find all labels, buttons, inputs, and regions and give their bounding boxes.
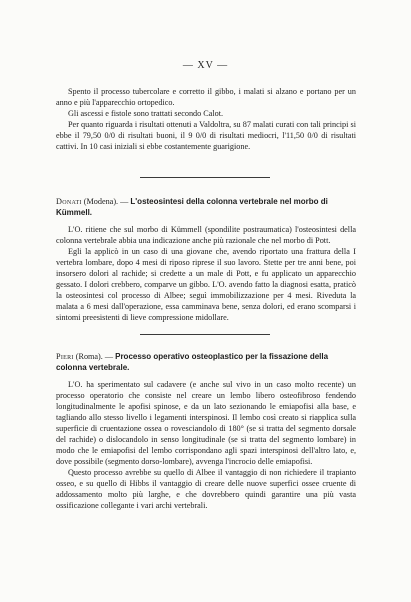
paragraph: Questo processo avrebbe su quello di Albee il vantaggio di non richiedere il trapianto osseo, e su quello di Hibbs il vantaggio di creare delle nuove superfici ossee cruente di addossamento molto più larghe, e che dovrebbero quindi garantire una più vasta ossificazione collegante i vari archi vertebrali. (56, 468, 356, 510)
paragraph: Gli ascessi e fistole sono trattati secondo Calot. (68, 109, 224, 118)
section-body (56, 379, 356, 511)
section-body (56, 224, 356, 323)
section-heading: Pieri (Roma). — Processo operativo osteoplastico per la fissazione della colonna vertebrale. (56, 352, 329, 372)
section-divider (140, 177, 270, 178)
paragraph: L'O. ha sperimentato sul cadavere (e anche sul vivo in un caso molto recente) un processo operatorio che consiste nel creare un lembo libero osteofibroso fendendo longitudinalmente le apofisi spinose, e da un lato sezionando le emiapofisi alla base, e tagliando allo stesso livello i legamenti interspinosi. Il lembo così creato si riapplica sulla superficie di cruentazione ossea o rovesciandolo di 180° (se si tratta del segmento dorsale del rachide) o dislocandolo in senso longitudinale (se si tratta del segmento lombare) in modo che le emiapofisi del lembo corrispondano agli spazi interspinosi dell'altro lato, e, dove possibile (segmento dorso-lombare), avvenga l'incrocio delle emiapofisi. (56, 380, 356, 466)
paragraph: Per quanto riguarda i risultati ottenuti a Valdoltra, su 87 malati curati con tali principi si ebbe il 79,50 0/0 di risultati buoni, il 9 0/0 di risultati mediocri, l'11,50 0/0 di risultati cattivi. In 10 casi iniziali si ebbe costantemente guarigione. (56, 120, 356, 151)
author-name: Donati (56, 197, 82, 206)
paragraph: Spento il processo tubercolare e corretto il gibbo, i malati si alzano e portano per un anno e più l'apparecchio ortopedico. (56, 87, 356, 107)
paragraph: L'O. ritiene che sul morbo di Kümmell (spondilite postraumatica) l'osteosintesi della colonna vertebrale abbia una indicazione anche più razionale che nel morbo di Pott. (56, 225, 356, 245)
section-title: L'osteosintesi della colonna vertebrale nel morbo di Kümmell. (56, 197, 328, 217)
author-city: (Roma). (75, 352, 103, 361)
author-name: Pieri (56, 352, 74, 361)
section-title: Processo operativo osteoplastico per la fissazione della colonna vertebrale. (56, 352, 329, 372)
intro-text (56, 86, 356, 152)
section-heading: Donati (Modena). — L'osteosintesi della colonna vertebrale nel morbo di Kümmell. (56, 197, 328, 217)
page-number: — XV — (182, 60, 229, 71)
paragraph: Egli la applicò in un caso di una giovane che, avendo riportato una frattura della I vertebra lombare, dopo 4 mesi di riposo riprese il suo lavoro. Stette per tre anni bene, poi insorsero dolori al rachide; si credette a un male di Pott, e fu applicato un apparecchio gessato. I dolori crebbero, comparve un gibbo. L'O. avendo fatto la diagnosi esatta, praticò la osteosintesi col processo di Albee; seguì immobilizzazione per 4 mesi. Riveduta la malata a 6 mesi dall'operazione, essa camminava bene, senza dolori, ed erano scomparsi i sintomi preesistenti di lieve compressione midollare. (56, 247, 356, 322)
author-city: (Modena). (83, 197, 119, 206)
section-divider (140, 334, 270, 335)
